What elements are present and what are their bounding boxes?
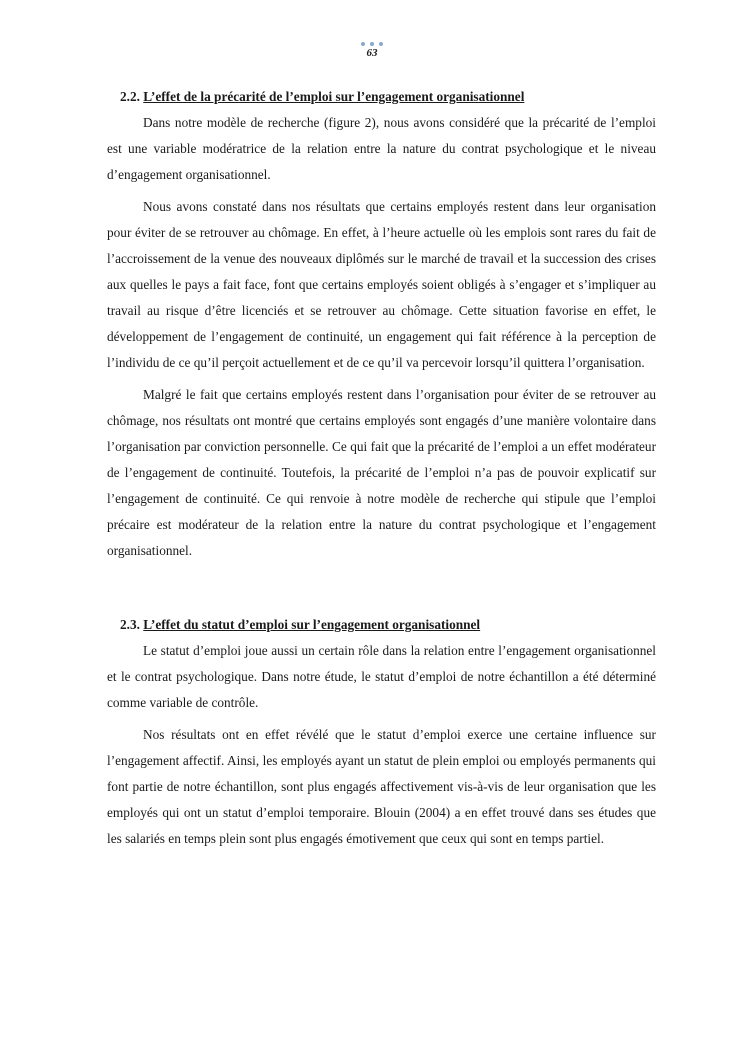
paragraph: Le statut d’emploi joue aussi un certain rôle dans la relation entre l’engagement organisationnel et le contrat psychologique. Dans notre étude, le statut d’emploi de notre échantillon a été déterminé comme variable de contrôle.	[107, 643, 656, 710]
ornament-dot	[361, 42, 365, 46]
page-number: 63	[366, 47, 378, 59]
paragraph: Dans notre modèle de recherche (figure 2), nous avons considéré que la précarité de l’emploi est une variable modératrice de la relation entre la nature du contrat psychologique et le niveau d’engagement organisationnel.	[107, 115, 656, 182]
document-body	[107, 84, 656, 858]
section-number: 2.3.	[120, 617, 140, 632]
section-2-2	[107, 84, 656, 564]
section-title: L’effet du statut d’emploi sur l’engagement organisationnel	[143, 617, 481, 632]
section-2-3	[107, 612, 656, 852]
ornament-dot	[370, 42, 374, 46]
paragraph: Malgré le fait que certains employés restent dans l’organisation pour éviter de se retrouver au chômage, nos résultats ont montré que certains employés sont engagés d’une manière volontaire dans l’organisation par conviction personnelle. Ce qui fait que la précarité de l’emploi a un effet modérateur de l’engagement de continuité. Toutefois, la précarité de l’emploi n’a pas de pouvoir explicatif sur l’engagement de continuité. Ce qui renvoie à notre modèle de recherche qui stipule que l’emploi précaire est modérateur de la relation entre la nature du contrat psychologique et l’engagement organisationnel.	[107, 387, 656, 558]
paragraph: Nous avons constaté dans nos résultats que certains employés restent dans leur organisation pour éviter de se retrouver au chômage. En effet, à l’heure actuelle où les emplois sont rares du fait de l’accroissement de la venue des nouveaux diplômés sur le marché de travail et la succession des crises aux quelles le pays a fait face, font que certains employés soient obligés à s’engager et s’impliquer au travail au risque d’être licenciés et se retrouver au chômage. Cette situation favorise en effet, le développement de l’engagement de continuité, un engagement qui fait référence à la perception de l’individu de ce qu’il perçoit actuellement et de ce qu’il va percevoir lorsqu’il quittera l’organisation.	[107, 199, 656, 370]
section-heading	[107, 612, 656, 638]
section-number: 2.2.	[120, 89, 140, 104]
section-title: L’effet de la précarité de l’emploi sur l’engagement organisationnel	[143, 89, 525, 104]
ornament-dot	[379, 42, 383, 46]
paragraph: Nos résultats ont en effet révélé que le statut d’emploi exerce une certaine influence sur l’engagement affectif. Ainsi, les employés ayant un statut de plein emploi ou employés permanents qui font partie de notre échantillon, sont plus engagés affectivement vis-à-vis de leur organisation que les employés qui ont un statut d’emploi temporaire. Blouin (2004) a en effet trouvé dans ses études que les salariés en temps plein sont plus engagés émotivement que ceux qui sont en temps partiel.	[107, 727, 656, 846]
section-spacer	[107, 570, 656, 612]
section-heading	[107, 84, 656, 110]
page-header	[0, 40, 744, 60]
